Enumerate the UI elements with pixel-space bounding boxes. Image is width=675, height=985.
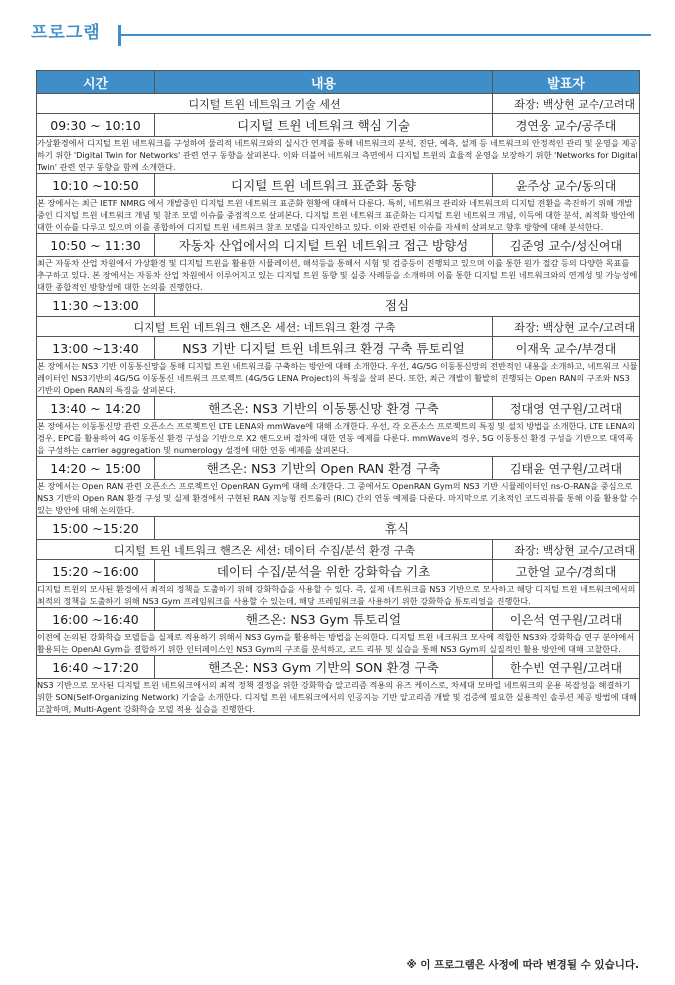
talk-speaker: 윤주상 교수/동의대 (493, 174, 640, 197)
talk-title: 핸즈온: NS3 기반의 이동통신망 환경 구축 (155, 397, 493, 420)
talk-row (37, 337, 640, 360)
abstract-row (37, 360, 640, 397)
talk-title: 핸즈온: NS3 Gym 기반의 SON 환경 구축 (155, 656, 493, 679)
talk-abstract: 디지털 트윈의 모사된 환경에서 최적의 정책을 도출하기 위해 강화학습을 사용할 수 있다. 즉, 실제 네트워크를 NS3 기반으로 모사하고 해당 디지털 트윈 네트워크에서의 최적의 정책을 도출하기 위해 NS3 Gym 프레임워크를 사용할 수 있는데, 해당 프레임워크를 사용하기 위한 강화학습 튜토리얼을 진행한다. (37, 583, 640, 608)
talk-abstract: 가상환경에서 디지털 트윈 네트워크를 구성하여 물리적 네트워크와의 실시간 연계를 통해 네트워크의 분석, 진단, 예측, 설계 등 네트워크의 안정적인 관리 및 운영을 제공하기 위한 'Digital Twin for Networks' 관련 연구 동향을 살펴본다. 이와 더불어 네트워크 측면에서 디지털 트윈의 효율적 운영을 보장하기 위한 'Networks for Digital Twin' 관련 연구 동향을 함께 소개한다. (37, 138, 638, 172)
session-header-row (37, 94, 640, 114)
break-row (37, 294, 640, 317)
talk-title: NS3 기반 디지털 트윈 네트워크 환경 구축 튜토리얼 (155, 337, 493, 360)
page-title: 프로그램 (31, 23, 101, 43)
break-row (37, 517, 640, 540)
session-header-row (37, 540, 640, 560)
program-table (36, 70, 640, 716)
title-rule-line (121, 34, 651, 36)
talk-speaker: 정대영 연구원/고려대 (493, 397, 640, 420)
talk-speaker: 경연웅 교수/공주대 (493, 114, 640, 137)
talk-row (37, 457, 640, 480)
talk-speaker: 김준영 교수/성신여대 (493, 234, 640, 257)
break-label: 휴식 (155, 517, 640, 540)
footer-note: ※ 이 프로그램은 사정에 따라 변경될 수 있습니다. (406, 959, 639, 971)
talk-title: 디지털 트윈 네트워크 핵심 기술 (155, 114, 493, 137)
talk-time: 15:20 ~16:00 (37, 560, 155, 583)
talk-row (37, 608, 640, 631)
talk-abstract: 본 장에서는 Open RAN 관련 오픈소스 프로젝트인 OpenRAN Gym에 대해 소개한다. 그 중에서도 OpenRAN Gym의 NS3 기반 시뮬레이터인 ns-O-RAN을 중심으로 NS3 기반의 Open RAN 환경 구성 및 실제 환경에서 구현된 RAN 지능형 컨트롤러 (RIC) 간의 연동 예제를 다룬다. 마지막으로 기초적인 코드리뷰를 통해 이를 활용할 수 있는 방안에 대해 논의한다. (37, 481, 638, 515)
session-title: 디지털 트윈 네트워크 핸즈온 세션: 데이터 수집/분석 환경 구축 (37, 540, 493, 560)
abstract-row (37, 679, 640, 716)
talk-speaker: 고한얼 교수/경희대 (493, 560, 640, 583)
talk-title: 데이터 수집/분석을 위한 강화학습 기초 (155, 560, 493, 583)
abstract-row (37, 480, 640, 517)
table-header-row (37, 71, 640, 94)
talk-row (37, 114, 640, 137)
talk-title: 자동차 산업에서의 디지털 트윈 네트워크 접근 방향성 (155, 234, 493, 257)
talk-title: 핸즈온: NS3 기반의 Open RAN 환경 구축 (155, 457, 493, 480)
column-header-content: 내용 (155, 71, 493, 94)
page-header (31, 16, 651, 52)
abstract-row (37, 197, 640, 234)
talk-time: 16:40 ~17:20 (37, 656, 155, 679)
talk-time: 13:00 ~13:40 (37, 337, 155, 360)
talk-speaker: 김태윤 연구원/고려대 (493, 457, 640, 480)
talk-row (37, 174, 640, 197)
talk-speaker: 이재욱 교수/부경대 (493, 337, 640, 360)
break-label: 점심 (155, 294, 640, 317)
abstract-row (37, 420, 640, 457)
column-header-presenter: 발표자 (493, 71, 640, 94)
session-chair: 좌장: 백상현 교수/고려대 (493, 94, 640, 114)
session-title: 디지털 트윈 네트워크 기술 세션 (37, 94, 493, 114)
abstract-row (37, 137, 640, 174)
talk-time: 16:00 ~16:40 (37, 608, 155, 631)
column-header-time: 시간 (37, 71, 155, 94)
talk-row (37, 234, 640, 257)
break-time: 11:30 ~13:00 (37, 294, 155, 317)
session-title: 디지털 트윈 네트워크 핸즈온 세션: 네트워크 환경 구축 (37, 317, 493, 337)
talk-speaker: 이은석 연구원/고려대 (493, 608, 640, 631)
session-header-row (37, 317, 640, 337)
abstract-row (37, 631, 640, 656)
program-body (37, 94, 640, 716)
talk-row (37, 397, 640, 420)
talk-row (37, 560, 640, 583)
talk-abstract: NS3 기반으로 모사된 디지털 트윈 네트워크에서의 최적 정책 결정을 위한 강화학습 알고리즘 적용의 유즈 케이스로, 차세대 모바일 네트워크의 운용 복잡성을 해결하기 위한 SON(Self-Organizing Network) 기술을 소개한다. 디지털 트윈 네트워크에서의 인공지능 기반 알고리즘 개발 및 검증에 필요한 실용적인 솔루션 제공 방법에 대해 고찰하며, Multi-Agent 강화학습 모델 적용 실습을 진행한다. (37, 679, 640, 716)
talk-title: 디지털 트윈 네트워크 표준화 동향 (155, 174, 493, 197)
talk-abstract: 본 장에서는 최근 IETF NMRG 에서 개발중인 디지털 트윈 네트워크 표준화 현황에 대해서 다룬다. 특히, 네트워크 관리와 네트워크의 디지털 전환을 촉진하기 위해 개발 중인 디지털 트윈 네트워크 개념 및 참조 모델 이슈를 중점적으로 살펴본다. 디지털 트윈 네트워크 표준화는 디지털 트윈 네트워크 개념, 이득에 대한 분석, 최적화 방안에 대한 이슈를 다루고 있으며 이를 종합하여 디지털 트윈 네트워크 참조 모델을 디자인하고 있다. 이와 관련된 이슈를 자세히 살펴보고 향후 방향에 대해 분석한다. (37, 197, 640, 234)
talk-title: 핸즈온: NS3 Gym 튜토리얼 (155, 608, 493, 631)
talk-abstract: 본 장에서는 이동통신망 관련 오픈소스 프로젝트인 LTE LENA와 mmWave에 대해 소개한다. 우선, 각 오픈소스 프로젝트의 특징 및 설치 방법을 소개한다. LTE LENA의 경우, EPC를 활용하여 4G 이동통신 환경 구성을 기반으로 X2 핸드오버 절차에 대한 연동 예제를 다룬다. mmWave의 경우, 5G 이동통신 환경 구성을 기반으로 대역폭을 구성하는 carrier aggregation 및 numerology 설정에 대한 연동 예제를 살펴본다. (37, 420, 640, 457)
abstract-row (37, 583, 640, 608)
talk-speaker: 한수빈 연구원/고려대 (493, 656, 640, 679)
session-chair: 좌장: 백상현 교수/고려대 (493, 317, 640, 337)
talk-time: 10:50 ~ 11:30 (37, 234, 155, 257)
talk-abstract: 본 장에서는 NS3 기반 이동통신망을 통해 디지털 트윈 네트워크를 구축하는 방안에 대해 소개한다. 우선, 4G/5G 이동통신망의 전반적인 내용을 소개하고, 네트워크 시뮬레이터인 NS3기반의 4G/5G 이동통신 네트워크 프로젝트 (4G/5G LENA Project)의 특징을 살펴 본다. 또한, 최근 개발이 활발히 진행되는 Open RAN의 구조와 NS3 기반의 Open RAN의 특징을 살펴본다. (37, 361, 638, 395)
session-chair: 좌장: 백상현 교수/고려대 (493, 540, 640, 560)
abstract-row (37, 257, 640, 294)
talk-row (37, 656, 640, 679)
talk-time: 13:40 ~ 14:20 (37, 397, 155, 420)
talk-time: 09:30 ~ 10:10 (37, 114, 155, 137)
talk-abstract: 이전에 논의된 강화학습 모델들을 실제로 적용하기 위해서 NS3 Gym을 활용하는 방법을 논의한다. 디지털 트윈 네크워크 모사에 적합한 NS3와 강화학습 연구 분야에서 활용되는 OpenAI Gym을 결합하기 위한 인터페이스인 NS3 Gym의 구조를 분석하고, 코드 리뷰 및 실습을 통해 NS3 Gym의 실질적인 활용 방안에 대해 고찰한다. (37, 631, 640, 656)
break-time: 15:00 ~15:20 (37, 517, 155, 540)
talk-abstract: 최근 자동차 산업 차원에서 가상환경 및 디지털 트윈을 활용한 시뮬레이션, 해석등을 통해서 시험 및 검증등이 진행되고 있으며 이를 통한 원가 절감 등의 다양한 목표를 추구하고 있다. 본 장에서는 자동차 산업 차원에서 이루어지고 있는 디지털 트윈 동향 및 실증 사례등을 소개하며 이를 통한 디지털 트윈 네트워크와의 연계성 및 가능성에 대한 종합적인 방향성에 대한 논의를 진행한다. (37, 257, 640, 294)
talk-time: 10:10 ~10:50 (37, 174, 155, 197)
talk-time: 14:20 ~ 15:00 (37, 457, 155, 480)
